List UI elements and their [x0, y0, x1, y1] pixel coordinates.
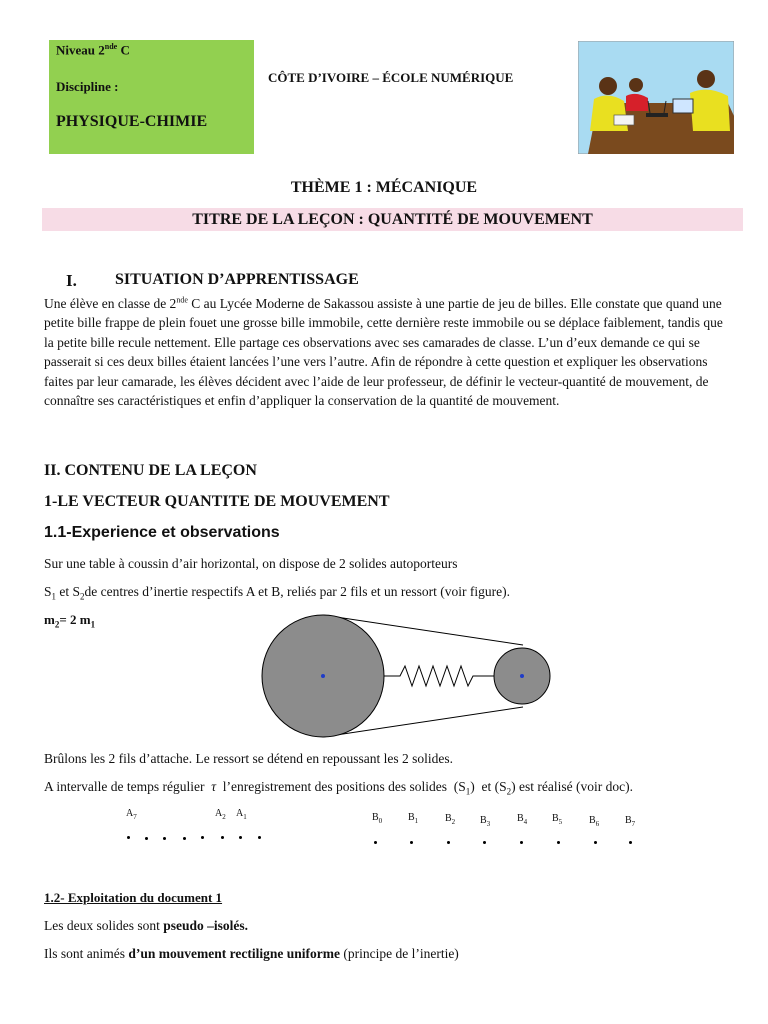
- position-dot-a1: [239, 836, 242, 839]
- lesson-title: TITRE DE LA LEÇON : QUANTITÉ DE MOUVEMENT: [192, 211, 593, 228]
- position-dot-b1: [410, 841, 413, 844]
- experiment-line1: Sur une table à coussin d’air horizontal, on dispose de 2 solides autoporteurs: [44, 556, 458, 571]
- spring: [384, 666, 494, 686]
- label-a7: $A_7$: [126, 808, 137, 821]
- header-center-title: CÔTE D’IVOIRE – ÉCOLE NUMÉRIQUE: [268, 70, 514, 85]
- niveau-label: Niveau 2nde C: [56, 42, 130, 58]
- position-dot-a2: [221, 836, 224, 839]
- position-dot-b5: [557, 841, 560, 844]
- experiment-line2: $S_1$ et $S_2de$ centres d’inertie respectifs A et B, reliés par 2 fils et un ressort (voir figure).: [44, 584, 511, 602]
- label-b2: $B_2$: [445, 813, 456, 826]
- section1-title: SITUATION D’APPRENTISSAGE: [115, 271, 359, 288]
- label-b1: $B_1$: [408, 812, 419, 825]
- subsection1-title: 1-LE VECTEUR QUANTITE DE MOUVEMENT: [44, 493, 390, 510]
- burn-threads-line: Brûlons les 2 fils d’attache. Le ressort se détend en repoussant les 2 solides.: [44, 751, 454, 766]
- two-solids-figure: [260, 612, 556, 742]
- situation-paragraph: Une élève en classe de 2nde C au Lycée Moderne de Sakassou assiste à une partie de jeu de billes. Elle constate que quand une petite bille frappe de plein fouet une grosse bille immobile, cette dernière reste immobile ou se déplace faiblement, tandis que la petite bille recule nettement. Elle partage ces observations avec ses camarades de classe. L’un d’eux demande ce qui se passerait si ces deux billes étaient lancées l’une vers l’autre. Afin de répondre à cette question et expliquer les observations faites par leur camarade, les élèves décident avec l’aide de leur professeur, de définir le vecteur-quantité de mouvement, de connaître ses caractéristiques et enfin d’appliquer la conservation de la quantité de mouvement.: [44, 295, 723, 409]
- position-dot-b2: [447, 841, 450, 844]
- position-dot-a3: [201, 836, 204, 839]
- label-b7: $B_7$: [625, 815, 636, 828]
- position-dot-b3: [483, 841, 486, 844]
- header-info-box: [49, 40, 254, 154]
- section2-title: II. CONTENU DE LA LEÇON: [44, 462, 257, 479]
- section1-number: I.: [66, 271, 77, 290]
- position-dot-a6: [145, 837, 148, 840]
- interval-line: A intervalle de temps régulier τ l’enregistrement des positions des solides $(S_1)$ et $(S_2)$ est réalisé (voir doc).: [44, 779, 633, 797]
- position-dot-b6: [594, 841, 597, 844]
- subsection12-title: 1.2- Exploitation du document 1: [44, 890, 223, 905]
- label-b0: $B_0$: [372, 812, 383, 825]
- label-a2: $A_2$: [215, 808, 226, 821]
- center-b-dot: [520, 674, 524, 678]
- label-b6: $B_6$: [589, 815, 600, 828]
- mass-relation: $m_2= 2$ $m_1$: [44, 612, 96, 630]
- discipline-value: PHYSIQUE-CHIMIE: [56, 113, 208, 130]
- center-a-dot: [321, 674, 325, 678]
- discipline-label: Discipline :: [56, 79, 119, 94]
- label-b5: $B_5$: [552, 813, 563, 826]
- students-illustration: [578, 41, 734, 154]
- position-dot-a0: [258, 836, 261, 839]
- position-dot-a4: [183, 837, 186, 840]
- position-dot-b4: [520, 841, 523, 844]
- pseudo-isolated-line: Les deux solides sont pseudo –isolés.: [44, 918, 249, 933]
- theme-heading: THÈME 1 : MÉCANIQUE: [290, 179, 478, 196]
- subsection11-title: 1.1-Experience et observations: [44, 524, 280, 541]
- label-b3: $B_3$: [480, 815, 491, 828]
- position-dot-b0: [374, 841, 377, 844]
- position-dot-b7: [629, 841, 632, 844]
- uniform-motion-line: Ils sont animés d’un mouvement rectiligne uniforme (principe de l’inertie): [44, 946, 459, 961]
- position-dot-a7: [127, 836, 130, 839]
- label-b4: $B_4$: [517, 813, 528, 826]
- label-a1: $A_1$: [236, 808, 247, 821]
- position-dot-a5: [163, 837, 166, 840]
